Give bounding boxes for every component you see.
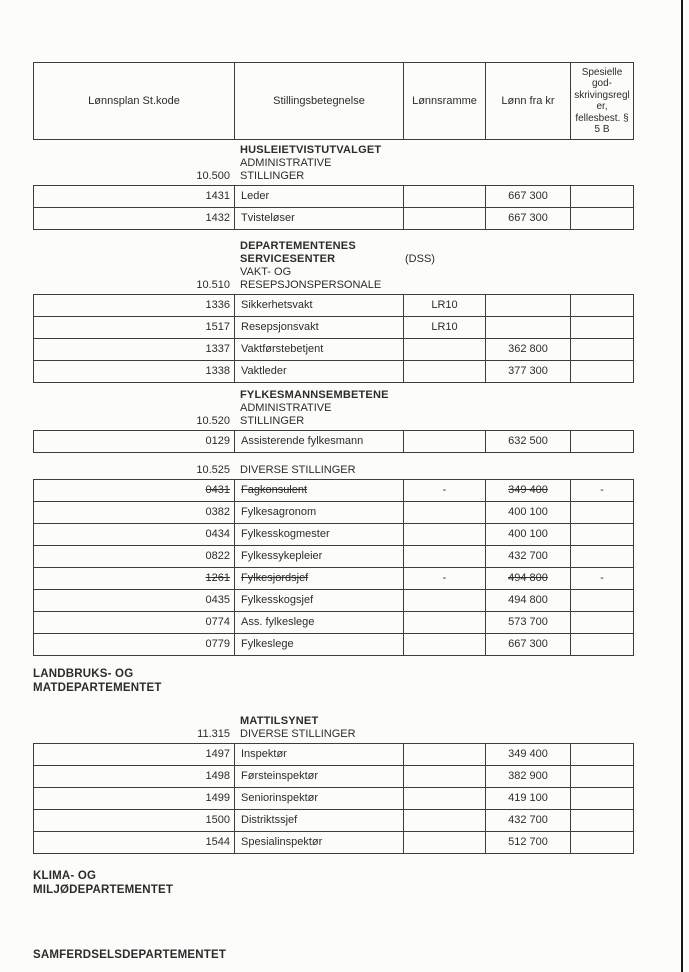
lonnsplan-code xyxy=(33,240,234,253)
table-row xyxy=(34,523,633,545)
spesielle-regler-cell xyxy=(571,208,633,229)
spesielle-regler-cell xyxy=(571,524,633,545)
lonnsramme-cell: LR10 xyxy=(404,317,486,338)
lonnsramme-cell xyxy=(404,361,486,382)
section-heading-line xyxy=(33,728,634,741)
section-title: DIVERSE STILLINGER xyxy=(240,728,356,740)
positions-table xyxy=(33,430,634,453)
stillingskode-cell: 1500 xyxy=(34,810,235,831)
table-row xyxy=(34,589,633,611)
department-heading-line: SAMFERDSELSDEPARTEMENTET xyxy=(33,949,227,961)
lonnsramme-cell xyxy=(404,832,486,853)
table-row xyxy=(34,338,633,360)
section-heading-line xyxy=(33,279,634,292)
lonnsramme-cell: - xyxy=(404,568,486,589)
stillingsbetegnelse-cell: Ass. fylkeslege xyxy=(235,612,404,633)
stillingskode-cell: 0382 xyxy=(34,502,235,523)
lonn-fra-kr-cell: 377 300 xyxy=(486,361,571,382)
lonn-fra-kr-cell: 362 800 xyxy=(486,339,571,360)
lonnsramme-cell xyxy=(404,634,486,655)
lonnsramme-cell xyxy=(404,208,486,229)
lonnsplan-code xyxy=(33,266,234,279)
section-title-suffix: (DSS) xyxy=(405,253,435,265)
lonn-fra-kr-cell: 382 900 xyxy=(486,766,571,787)
table-row xyxy=(34,480,633,501)
stillingsbetegnelse-cell: Tvisteløser xyxy=(235,208,404,229)
stillingskode-cell: 1517 xyxy=(34,317,235,338)
salary-section xyxy=(33,144,634,230)
section-heading-line xyxy=(33,715,634,728)
lonn-fra-kr-cell: 667 300 xyxy=(486,634,571,655)
stillingsbetegnelse-cell: Fylkeslege xyxy=(235,634,404,655)
stillingsbetegnelse-cell: Fylkesskogsjef xyxy=(235,590,404,611)
lonnsramme-cell: - xyxy=(404,480,486,501)
section-title: RESEPSJONSPERSONALE xyxy=(240,279,382,291)
lonn-fra-kr-cell: 349 400 xyxy=(486,480,571,501)
stillingsbetegnelse-cell: Distriktssjef xyxy=(235,810,404,831)
lonnsplan-code xyxy=(33,715,234,728)
stillingsbetegnelse-cell: Sikkerhetsvakt xyxy=(235,295,404,316)
stillingskode-cell: 1261 xyxy=(34,568,235,589)
spesielle-regler-cell: - xyxy=(600,572,604,584)
lonnsramme-cell xyxy=(404,788,486,809)
stillingskode-cell: 1544 xyxy=(34,832,235,853)
table-row xyxy=(34,611,633,633)
section-heading-line xyxy=(33,464,634,477)
stillingskode-cell: 0431 xyxy=(34,480,235,501)
spesielle-regler-cell xyxy=(571,744,633,765)
salary-section xyxy=(33,668,634,854)
stillingskode-cell: 0822 xyxy=(34,546,235,567)
stillingskode-cell: 1499 xyxy=(34,788,235,809)
table-row xyxy=(34,207,633,229)
positions-table xyxy=(33,294,634,383)
lonnsramme-cell xyxy=(404,810,486,831)
lonn-fra-kr-cell: 432 700 xyxy=(486,546,571,567)
department-heading xyxy=(33,949,634,963)
spesielle-regler-cell xyxy=(571,361,633,382)
spesielle-regler-cell xyxy=(571,590,633,611)
scan-edge-line xyxy=(681,0,683,972)
table-row xyxy=(34,567,633,589)
lonnsramme-cell: LR10 xyxy=(404,295,486,316)
stillingskode-cell: 1497 xyxy=(34,744,235,765)
header-cell-5: Spesielle god-skrivingsregler, fellesbest. § 5 B xyxy=(574,66,630,135)
table-row xyxy=(34,360,633,382)
lonn-fra-kr-cell: 432 700 xyxy=(486,810,571,831)
table-row xyxy=(34,831,633,853)
lonn-fra-kr-cell: 494 800 xyxy=(486,590,571,611)
stillingsbetegnelse-cell: Førsteinspektør xyxy=(235,766,404,787)
lonnsplan-code xyxy=(33,144,234,157)
section-title: DEPARTEMENTENES xyxy=(240,240,356,252)
lonn-fra-kr-cell xyxy=(486,295,571,316)
table-row xyxy=(34,809,633,831)
lonnsplan-code: 10.500 xyxy=(196,170,230,182)
lonn-fra-kr-cell: 419 100 xyxy=(486,788,571,809)
section-heading-line xyxy=(33,402,634,415)
spesielle-regler-cell: - xyxy=(600,484,604,496)
positions-table xyxy=(33,743,634,854)
lonnsplan-code xyxy=(33,389,234,402)
stillingsbetegnelse-cell: Vaktførstebetjent xyxy=(235,339,404,360)
lonnsplan-code: 10.520 xyxy=(196,415,230,427)
table-row xyxy=(34,431,633,452)
section-title: VAKT- OG xyxy=(240,266,292,278)
lonnsramme-cell xyxy=(404,186,486,207)
spesielle-regler-cell xyxy=(571,634,633,655)
header-cell-2: Stillingsbetegnelse xyxy=(235,63,404,139)
section-heading xyxy=(33,464,634,477)
stillingskode-cell: 0129 xyxy=(34,431,235,452)
stillingsbetegnelse-cell: Fylkessykepleier xyxy=(235,546,404,567)
stillingsbetegnelse-cell: Inspektør xyxy=(235,744,404,765)
stillingsbetegnelse-cell: Spesialinspektør xyxy=(235,832,404,853)
section-heading-line xyxy=(33,157,634,170)
spesielle-regler-cell xyxy=(571,788,633,809)
positions-table xyxy=(33,479,634,656)
section-heading-line xyxy=(33,266,634,279)
spesielle-regler-cell xyxy=(571,546,633,567)
spesielle-regler-cell xyxy=(571,431,633,452)
spesielle-regler-cell xyxy=(571,295,633,316)
section-title: SERVICESENTER xyxy=(240,253,336,265)
stillingskode-cell: 0779 xyxy=(34,634,235,655)
stillingskode-cell: 1431 xyxy=(34,186,235,207)
department-heading-line: MILJØDEPARTEMENTET xyxy=(33,883,174,896)
header-cell-1: Lønnsplan St.kode xyxy=(34,63,235,139)
lonn-fra-kr-cell: 349 400 xyxy=(486,744,571,765)
lonnsramme-cell xyxy=(404,612,486,633)
section-title: MATTILSYNET xyxy=(240,715,319,727)
stillingsbetegnelse-cell: Leder xyxy=(235,186,404,207)
lonn-fra-kr-cell: 494 800 xyxy=(486,568,571,589)
lonnsplan-code xyxy=(33,157,234,170)
section-heading-line xyxy=(33,415,634,428)
stillingskode-cell: 1336 xyxy=(34,295,235,316)
table-row xyxy=(34,501,633,523)
lonnsplan-code: 10.510 xyxy=(196,279,230,291)
lonn-fra-kr-cell: 632 500 xyxy=(486,431,571,452)
section-heading-line xyxy=(33,170,634,183)
section-title: FYLKESMANNSEMBETENE xyxy=(240,389,389,401)
table-row xyxy=(34,633,633,655)
salary-table-header-row xyxy=(33,62,634,140)
lonnsplan-code xyxy=(33,253,234,266)
salary-section xyxy=(33,240,634,383)
department-heading-line: MATDEPARTEMENTET xyxy=(33,681,162,694)
lonn-fra-kr-cell: 573 700 xyxy=(486,612,571,633)
stillingskode-cell: 1432 xyxy=(34,208,235,229)
stillingsbetegnelse-cell: Fagkonsulent xyxy=(235,480,404,501)
stillingsbetegnelse-cell: Fylkesskogmester xyxy=(235,524,404,545)
stillingskode-cell: 1338 xyxy=(34,361,235,382)
stillingsbetegnelse-cell: Resepsjonsvakt xyxy=(235,317,404,338)
spesielle-regler-cell xyxy=(571,186,633,207)
table-row xyxy=(34,545,633,567)
section-title: ADMINISTRATIVE xyxy=(240,157,332,169)
department-heading-line: KLIMA- OG xyxy=(33,870,97,882)
section-heading xyxy=(33,144,634,183)
department-heading xyxy=(33,668,634,695)
spesielle-regler-cell xyxy=(571,502,633,523)
lonnsramme-cell xyxy=(404,431,486,452)
stillingsbetegnelse-cell: Seniorinspektør xyxy=(235,788,404,809)
lonnsramme-cell xyxy=(404,524,486,545)
section-heading xyxy=(33,240,634,292)
table-row xyxy=(34,316,633,338)
positions-table xyxy=(33,185,634,230)
stillingskode-cell: 1498 xyxy=(34,766,235,787)
section-heading xyxy=(33,715,634,741)
spesielle-regler-cell xyxy=(571,317,633,338)
stillingskode-cell: 0434 xyxy=(34,524,235,545)
lonn-fra-kr-cell xyxy=(486,317,571,338)
stillingskode-cell: 0435 xyxy=(34,590,235,611)
lonnsramme-cell xyxy=(404,766,486,787)
table-row xyxy=(34,765,633,787)
lonnsplan-code: 10.525 xyxy=(196,464,230,476)
header-cell-3: Lønnsramme xyxy=(404,63,486,139)
section-title: STILLINGER xyxy=(240,170,305,182)
stillingsbetegnelse-cell: Fylkesagronom xyxy=(235,502,404,523)
section-heading-line xyxy=(33,240,634,253)
table-row xyxy=(34,744,633,765)
section-title: DIVERSE STILLINGER xyxy=(240,464,356,476)
lonn-fra-kr-cell: 667 300 xyxy=(486,186,571,207)
department-heading-line: LANDBRUKS- OG xyxy=(33,668,134,680)
section-heading-line xyxy=(33,144,634,157)
lonn-fra-kr-cell: 400 100 xyxy=(486,524,571,545)
stillingskode-cell: 1337 xyxy=(34,339,235,360)
lonnsramme-cell xyxy=(404,339,486,360)
table-row xyxy=(34,186,633,207)
footer-department-headings xyxy=(33,870,634,963)
lonn-fra-kr-cell: 667 300 xyxy=(486,208,571,229)
salary-sections xyxy=(33,144,634,854)
page-content xyxy=(33,0,634,963)
spesielle-regler-cell xyxy=(571,810,633,831)
section-heading-line xyxy=(33,253,634,266)
section-heading xyxy=(33,389,634,428)
stillingsbetegnelse-cell: Vaktleder xyxy=(235,361,404,382)
lonnsplan-code xyxy=(33,402,234,415)
section-title: STILLINGER xyxy=(240,415,305,427)
stillingskode-cell: 0774 xyxy=(34,612,235,633)
lonnsramme-cell xyxy=(404,590,486,611)
header-cell-4: Lønn fra kr xyxy=(486,63,571,139)
spesielle-regler-cell xyxy=(571,612,633,633)
section-title: ADMINISTRATIVE xyxy=(240,402,332,414)
lonn-fra-kr-cell: 400 100 xyxy=(486,502,571,523)
salary-section xyxy=(33,389,634,453)
lonn-fra-kr-cell: 512 700 xyxy=(486,832,571,853)
lonnsramme-cell xyxy=(404,546,486,567)
spesielle-regler-cell xyxy=(571,339,633,360)
salary-section xyxy=(33,464,634,656)
spesielle-regler-cell xyxy=(571,832,633,853)
stillingsbetegnelse-cell: Assisterende fylkesmann xyxy=(235,431,404,452)
lonnsplan-code: 11.315 xyxy=(197,728,230,740)
spesielle-regler-cell xyxy=(571,766,633,787)
table-row xyxy=(34,787,633,809)
table-row xyxy=(34,295,633,316)
lonnsramme-cell xyxy=(404,502,486,523)
stillingsbetegnelse-cell: Fylkesjordsjef xyxy=(235,568,404,589)
section-heading-line xyxy=(33,389,634,402)
department-heading xyxy=(33,870,634,897)
section-title: HUSLEIETVISTUTVALGET xyxy=(240,144,382,156)
lonnsramme-cell xyxy=(404,744,486,765)
